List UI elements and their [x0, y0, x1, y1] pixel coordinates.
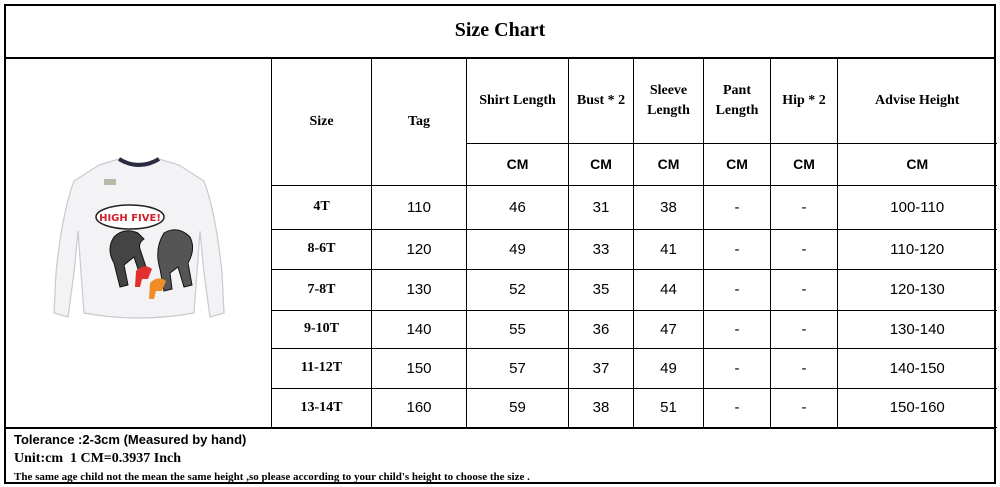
cell-tag: 160	[372, 388, 467, 427]
advice-note: The same age child not the mean the same height ,so please according to your child's height to choose the size .	[14, 471, 530, 483]
cell-pant: -	[704, 348, 771, 388]
speech-bubble	[96, 205, 164, 229]
cell-hip: -	[771, 185, 838, 229]
cell-pant: -	[704, 269, 771, 310]
cell-sleeve: 51	[634, 388, 704, 427]
cell-bust: 36	[569, 310, 634, 348]
unit-shirt-length: CM	[467, 143, 569, 185]
header-hip: Hip * 2	[771, 59, 838, 143]
cell-shirt-length: 55	[467, 310, 569, 348]
product-image	[6, 59, 271, 427]
shirt-icon	[44, 153, 234, 333]
cell-sleeve: 44	[634, 269, 704, 310]
header-tag: Tag	[372, 59, 467, 185]
cell-height: 150-160	[838, 388, 997, 427]
header-sleeve-length-text: Sleeve Length	[647, 82, 690, 118]
header-sleeve-length	[634, 59, 704, 143]
table-row	[272, 269, 997, 310]
cell-size: 11-12T	[272, 348, 372, 388]
header-size: Size	[272, 59, 372, 185]
header-shirt-length: Shirt Length	[467, 59, 569, 143]
cell-size: 7-8T	[272, 269, 372, 310]
speech-bubble-text: HIGH FIVE!	[98, 213, 161, 224]
notes-section	[4, 427, 996, 484]
cell-shirt-length: 46	[467, 185, 569, 229]
cell-bust: 38	[569, 388, 634, 427]
cell-height: 120-130	[838, 269, 997, 310]
cell-bust: 37	[569, 348, 634, 388]
cell-tag: 130	[372, 269, 467, 310]
tolerance-note: Tolerance :2-3cm (Measured by hand)	[14, 432, 247, 447]
table-row	[272, 229, 997, 269]
header-bust: Bust * 2	[569, 59, 634, 143]
cell-sleeve: 47	[634, 310, 704, 348]
cell-tag: 120	[372, 229, 467, 269]
unit-pant-length: CM	[704, 143, 771, 185]
table-row	[272, 310, 997, 348]
size-table	[271, 59, 997, 428]
cell-shirt-length: 52	[467, 269, 569, 310]
cell-size: 9-10T	[272, 310, 372, 348]
cell-bust: 33	[569, 229, 634, 269]
page-title: Size Chart	[4, 4, 996, 59]
unit-hip: CM	[771, 143, 838, 185]
cell-hip: -	[771, 348, 838, 388]
cell-shirt-length: 57	[467, 348, 569, 388]
cell-bust: 35	[569, 269, 634, 310]
cell-hip: -	[771, 388, 838, 427]
cell-tag: 140	[372, 310, 467, 348]
cell-hip: -	[771, 269, 838, 310]
cell-sleeve: 49	[634, 348, 704, 388]
cell-bust: 31	[569, 185, 634, 229]
cell-size: 4T	[272, 185, 372, 229]
cell-height: 100-110	[838, 185, 997, 229]
cell-tag: 150	[372, 348, 467, 388]
cell-pant: -	[704, 310, 771, 348]
cell-sleeve: 38	[634, 185, 704, 229]
unit-advise-height: CM	[838, 143, 997, 185]
cell-tag: 110	[372, 185, 467, 229]
cell-shirt-length: 49	[467, 229, 569, 269]
cell-pant: -	[704, 229, 771, 269]
cell-height: 130-140	[838, 310, 997, 348]
cell-pant: -	[704, 185, 771, 229]
cell-hip: -	[771, 310, 838, 348]
unit-note: Unit:cm 1 CM=0.3937 Inch	[14, 451, 182, 466]
cell-pant: -	[704, 388, 771, 427]
cell-height: 140-150	[838, 348, 997, 388]
header-advise-height: Advise Height	[838, 59, 997, 143]
unit-sleeve-length: CM	[634, 143, 704, 185]
table-row	[272, 185, 997, 229]
cell-height: 110-120	[838, 229, 997, 269]
cell-hip: -	[771, 229, 838, 269]
table-row	[272, 388, 997, 427]
cell-size: 13-14T	[272, 388, 372, 427]
cell-sleeve: 41	[634, 229, 704, 269]
unit-bust: CM	[569, 143, 634, 185]
table-row	[272, 348, 997, 388]
cell-shirt-length: 59	[467, 388, 569, 427]
header-pant-length	[704, 59, 771, 143]
header-pant-length-text: Pant Length	[715, 82, 759, 118]
cell-size: 8-6T	[272, 229, 372, 269]
